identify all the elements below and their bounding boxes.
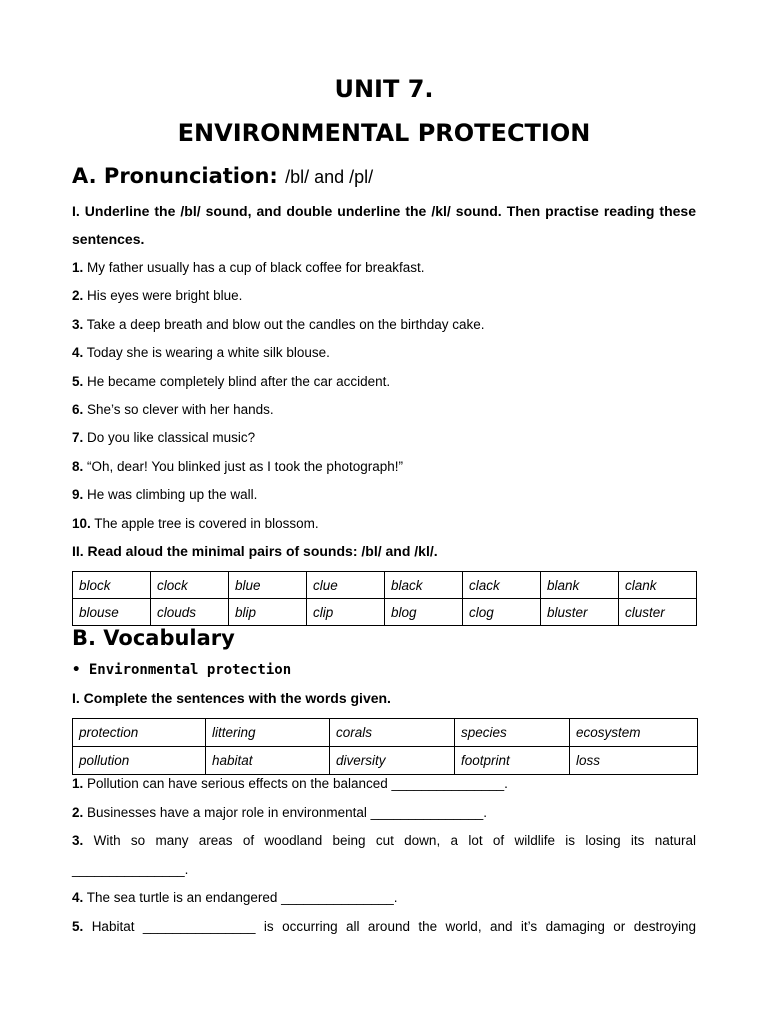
table-cell: clue (307, 572, 385, 599)
table-cell: diversity (330, 747, 455, 775)
table-row (73, 719, 698, 747)
sentence-item: 9. He was climbing up the wall. (72, 487, 258, 502)
table-cell: blouse (73, 599, 151, 626)
table-cell: footprint (455, 747, 570, 775)
table-cell: protection (73, 719, 206, 747)
sentence-item: 7. Do you like classical music? (72, 430, 256, 445)
sentence-item: 10. The apple tree is covered in blossom. (72, 516, 319, 531)
table-row (73, 747, 698, 775)
sentence-item: 2. Businesses have a major role in environmental _______________. (72, 805, 488, 820)
sentence-item: 3. With so many areas of woodland being cut down, a lot of wildlife is losing its natural (72, 833, 696, 848)
unit-title: UNIT 7. (334, 75, 434, 103)
section-b-heading: B. Vocabulary (72, 626, 235, 650)
table-cell: cluster (619, 599, 697, 626)
table-cell: corals (330, 719, 455, 747)
table-cell: clip (307, 599, 385, 626)
table-cell: clank (619, 572, 697, 599)
table-cell: species (455, 719, 570, 747)
part-a2-instruction: II. Read aloud the minimal pairs of sounds: /bl/ and /kl/. (72, 543, 438, 559)
table-row (73, 599, 697, 626)
sentence-item: 6. She’s so clever with her hands. (72, 402, 274, 417)
sentence-item: 4. Today she is wearing a white silk blouse. (72, 345, 330, 360)
table-cell: loss (570, 747, 698, 775)
sentence-item: 3. Take a deep breath and blow out the candles on the birthday cake. (72, 317, 485, 332)
table-cell: clack (463, 572, 541, 599)
table-row (73, 572, 697, 599)
sentence-item: 2. His eyes were bright blue. (72, 288, 243, 303)
sentence-item: 1. Pollution can have serious effects on the balanced _______________. (72, 776, 508, 791)
section-a-heading (72, 162, 373, 191)
sentence-item: 8. “Oh, dear! You blinked just as I took the photograph!” (72, 459, 403, 474)
table-cell: pollution (73, 747, 206, 775)
table-cell: blip (229, 599, 307, 626)
sentence-item: 1. My father usually has a cup of black coffee for breakfast. (72, 260, 425, 275)
word-bank-table (72, 718, 698, 775)
table-cell: ecosystem (570, 719, 698, 747)
part-a1-instruction-cont: sentences. (72, 231, 145, 247)
part-a1-instruction: I. Underline the /bl/ sound, and double underline the /kl/ sound. Then practise reading these (72, 203, 696, 219)
sentence-item-cont: _______________. (72, 862, 189, 877)
table-cell: clouds (151, 599, 229, 626)
unit-subtitle: ENVIRONMENTAL PROTECTION (177, 119, 591, 147)
table-cell: habitat (206, 747, 330, 775)
topic-bullet: • Environmental protection (72, 662, 292, 678)
table-cell: blog (385, 599, 463, 626)
section-a-sounds: /bl/ and /pl/ (285, 167, 374, 187)
table-cell: clock (151, 572, 229, 599)
sentence-item: 5. He became completely blind after the car accident. (72, 374, 391, 389)
sentence-item: 5. Habitat _______________ is occurring all around the world, and it’s damaging or destroying (72, 919, 696, 934)
section-a-title: A. Pronunciation: (72, 164, 278, 188)
table-cell: blank (541, 572, 619, 599)
table-cell: blue (229, 572, 307, 599)
table-cell: littering (206, 719, 330, 747)
table-cell: black (385, 572, 463, 599)
table-cell: bluster (541, 599, 619, 626)
part-b1-instruction: I. Complete the sentences with the words given. (72, 690, 391, 706)
sentence-item: 4. The sea turtle is an endangered _______________. (72, 890, 398, 905)
minimal-pairs-table (72, 571, 697, 626)
table-cell: clog (463, 599, 541, 626)
table-cell: block (73, 572, 151, 599)
